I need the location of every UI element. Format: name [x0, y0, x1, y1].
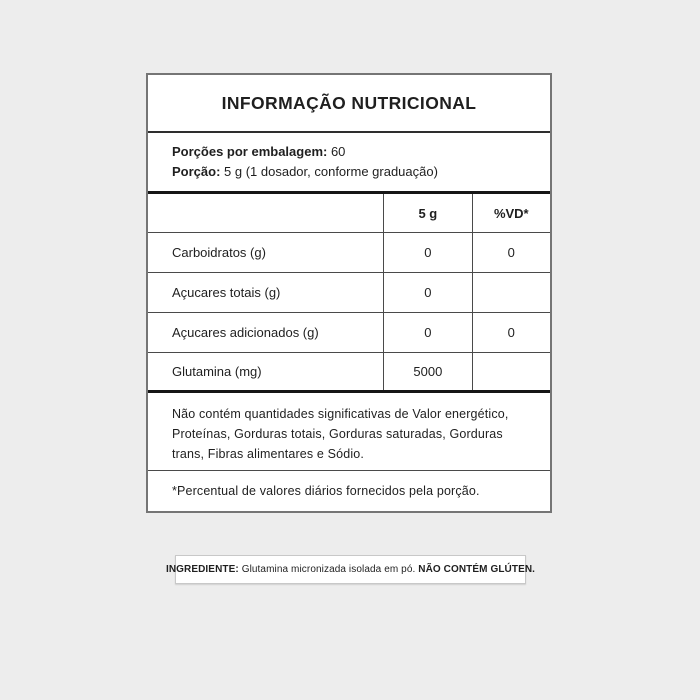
nutrient-dv: 0: [472, 313, 550, 352]
column-header-nutrient: [148, 194, 383, 232]
servings-section: [148, 133, 550, 194]
nutrient-amount: 0: [383, 233, 471, 272]
nutrient-name: Glutamina (mg): [172, 364, 262, 379]
nutrient-amount: 0: [383, 273, 471, 312]
table-row-acucares-totais: [148, 273, 550, 313]
nutrition-label: [146, 73, 552, 513]
nutrient-amount: 0: [383, 313, 471, 352]
column-header-amount: 5 g: [383, 194, 471, 232]
nutrient-name: Açucares totais (g): [172, 285, 281, 300]
nutrient-name: Açucares adicionados (g): [172, 325, 319, 340]
column-header-dv: %VD*: [472, 194, 550, 232]
nutrient-dv: [472, 273, 550, 312]
note-daily-values: *Percentual de valores diários fornecidos pela porção.: [172, 484, 480, 498]
table-row-acucares-adicionados: [148, 313, 550, 353]
serving-size-label: Porção:: [172, 164, 221, 179]
servings-per-package-line: [172, 142, 532, 162]
nutrient-name: Carboidratos (g): [172, 245, 266, 260]
gluten-free-text: NÃO CONTÉM GLÚTEN.: [418, 564, 536, 575]
table-row-carboidratos: [148, 233, 550, 273]
ingredients-text: Glutamina micronizada isolada em pó.: [238, 564, 419, 575]
serving-size-line: [172, 162, 532, 182]
servings-per-package-value: 60: [327, 144, 346, 159]
label-title: INFORMAÇÃO NUTRICIONAL: [148, 75, 550, 133]
servings-per-package-label: Porções por embalagem:: [172, 144, 328, 159]
nutrient-amount: 5000: [383, 353, 471, 390]
ingredients-strip: [165, 555, 536, 584]
ingredients-label: INGREDIENTE:: [165, 564, 239, 575]
serving-size-value: 5 g (1 dosador, conforme graduação): [220, 164, 438, 179]
nutrient-dv: [472, 353, 550, 390]
note-no-significant-amounts: Não contém quantidades significativas de Valor energético, Proteínas, Gorduras totais, Gorduras saturadas, Gorduras trans, Fibras alimentares e Sódio.: [148, 393, 550, 471]
table-row-glutamina: [148, 353, 550, 393]
nutrient-dv: 0: [472, 233, 550, 272]
table-header-row: [148, 194, 550, 233]
